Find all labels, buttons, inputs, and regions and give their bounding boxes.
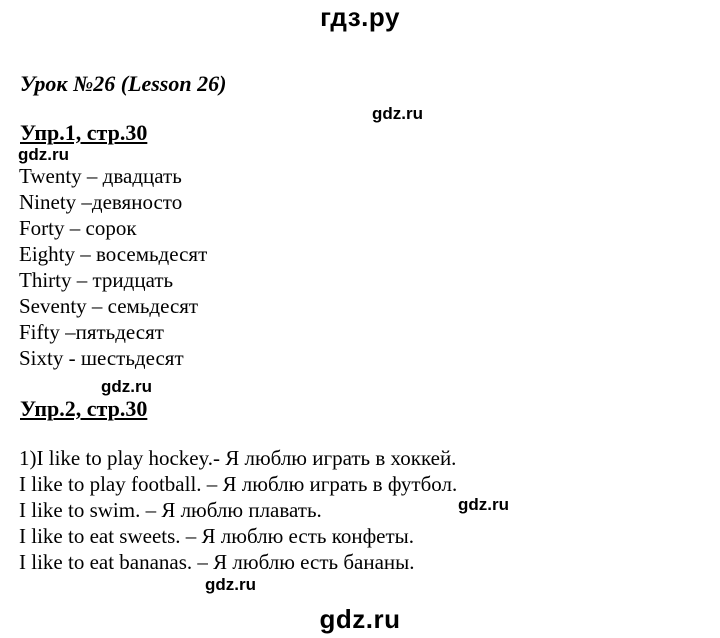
exercise1-line: Fifty –пятьдесят — [19, 320, 164, 344]
exercise2-line: I like to eat sweets. – Я люблю есть конфеты. — [19, 524, 415, 548]
watermark: gdz.ru — [101, 377, 152, 396]
exercise2-heading: Упр.2, стр.30 — [20, 396, 148, 421]
exercise1-line: Forty – сорок — [19, 216, 137, 240]
exercise1-line: Ninety –девяносто — [19, 190, 183, 214]
exercise2-line: I like to swim. – Я люблю плавать. — [19, 498, 322, 522]
exercise1-line: Seventy – семьдесят — [19, 294, 199, 318]
exercise1-heading: Упр.1, стр.30 — [20, 120, 148, 145]
exercise2-line: I like to eat bananas. – Я люблю есть бананы. — [19, 550, 415, 574]
site-header: гдз.ру — [320, 2, 400, 32]
lesson-title: Урок №26 (Lesson 26) — [20, 71, 227, 96]
exercise2-line: 1)I like to play hockey.- Я люблю играть в хоккей. — [19, 446, 457, 470]
watermark: gdz.ru — [458, 495, 509, 514]
watermark: gdz.ru — [205, 575, 256, 594]
exercise2-line: I like to play football. – Я люблю играть в футбол. — [19, 472, 458, 496]
exercise1-line: Twenty – двадцать — [19, 164, 182, 188]
watermark: gdz.ru — [372, 104, 423, 123]
exercise1-line: Sixty - шестьдесят — [19, 346, 184, 370]
exercise1-line: Eighty – восемьдесят — [19, 242, 208, 266]
exercise1-line: Thirty – тридцать — [19, 268, 174, 292]
watermark: gdz.ru — [18, 145, 69, 164]
site-footer: gdz.ru — [319, 604, 401, 634]
